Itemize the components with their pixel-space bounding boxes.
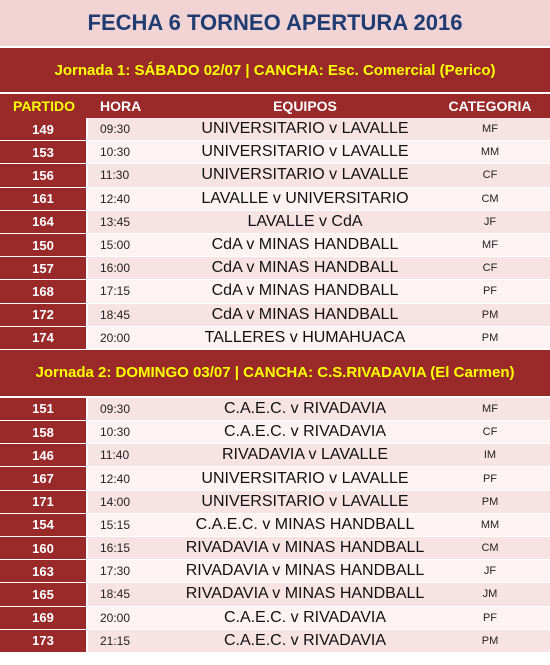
hora-cell: 16:00 <box>88 257 180 279</box>
hora-cell: 14:00 <box>88 491 180 513</box>
jornada-1-heading: Jornada 1: SÁBADO 02/07 | CANCHA: Esc. Comercial (Perico) <box>0 48 550 94</box>
partido-cell: 160 <box>0 537 88 559</box>
categoria-cell: MF <box>430 398 550 420</box>
table-row <box>0 257 550 280</box>
partido-cell: 164 <box>0 211 88 233</box>
hora-cell: 12:40 <box>88 467 180 489</box>
categoria-cell: CF <box>430 421 550 443</box>
col-partido: PARTIDO <box>13 98 75 114</box>
equipos-cell: LAVALLE v UNIVERSITARIO <box>180 188 430 210</box>
categoria-cell: PF <box>430 280 550 302</box>
partido-cell: 161 <box>0 188 88 210</box>
table-row <box>0 467 550 490</box>
hora-cell: 20:00 <box>88 607 180 629</box>
equipos-cell: TALLERES v HUMAHUACA <box>180 327 430 349</box>
table-row <box>0 560 550 583</box>
categoria-cell: JF <box>430 211 550 233</box>
column-headers <box>0 94 550 118</box>
categoria-cell: PF <box>430 467 550 489</box>
col-hora: HORA <box>100 98 142 114</box>
table-row <box>0 234 550 257</box>
equipos-cell: CdA v MINAS HANDBALL <box>180 257 430 279</box>
partido-cell: 154 <box>0 514 88 536</box>
categoria-cell: PM <box>430 304 550 326</box>
hora-cell: 18:45 <box>88 304 180 326</box>
partido-cell: 168 <box>0 280 88 302</box>
partido-cell: 156 <box>0 164 88 186</box>
partido-cell: 163 <box>0 560 88 582</box>
equipos-cell: C.A.E.C. v RIVADAVIA <box>180 630 430 652</box>
partido-cell: 167 <box>0 467 88 489</box>
categoria-cell: PM <box>430 327 550 349</box>
table-row <box>0 630 550 653</box>
partido-cell: 149 <box>0 118 88 140</box>
categoria-cell: MF <box>430 118 550 140</box>
equipos-cell: C.A.E.C. v RIVADAVIA <box>180 398 430 420</box>
partido-cell: 157 <box>0 257 88 279</box>
hora-cell: 10:30 <box>88 141 180 163</box>
categoria-cell: PF <box>430 607 550 629</box>
jornada-2-table <box>0 398 550 653</box>
equipos-cell: UNIVERSITARIO v LAVALLE <box>180 491 430 513</box>
categoria-cell: CM <box>430 188 550 210</box>
table-row <box>0 141 550 164</box>
hora-cell: 21:15 <box>88 630 180 652</box>
partido-cell: 171 <box>0 491 88 513</box>
equipos-cell: CdA v MINAS HANDBALL <box>180 304 430 326</box>
table-row <box>0 118 550 141</box>
table-row <box>0 188 550 211</box>
equipos-cell: CdA v MINAS HANDBALL <box>180 280 430 302</box>
categoria-cell: MF <box>430 234 550 256</box>
hora-cell: 17:30 <box>88 560 180 582</box>
partido-cell: 150 <box>0 234 88 256</box>
partido-cell: 172 <box>0 304 88 326</box>
table-row <box>0 164 550 187</box>
equipos-cell: RIVADAVIA v MINAS HANDBALL <box>180 583 430 605</box>
equipos-cell: RIVADAVIA v MINAS HANDBALL <box>180 560 430 582</box>
hora-cell: 15:00 <box>88 234 180 256</box>
hora-cell: 09:30 <box>88 398 180 420</box>
col-categoria: CATEGORIA <box>448 98 532 114</box>
hora-cell: 11:40 <box>88 444 180 466</box>
equipos-cell: RIVADAVIA v LAVALLE <box>180 444 430 466</box>
categoria-cell: CF <box>430 164 550 186</box>
equipos-cell: UNIVERSITARIO v LAVALLE <box>180 118 430 140</box>
col-equipos: EQUIPOS <box>273 98 337 114</box>
categoria-cell: CM <box>430 537 550 559</box>
partido-cell: 146 <box>0 444 88 466</box>
table-row <box>0 421 550 444</box>
equipos-cell: UNIVERSITARIO v LAVALLE <box>180 467 430 489</box>
table-row <box>0 607 550 630</box>
table-row <box>0 583 550 606</box>
equipos-cell: C.A.E.C. v RIVADAVIA <box>180 607 430 629</box>
table-row <box>0 514 550 537</box>
partido-cell: 151 <box>0 398 88 420</box>
equipos-cell: LAVALLE v CdA <box>180 211 430 233</box>
categoria-cell: JF <box>430 560 550 582</box>
hora-cell: 12:40 <box>88 188 180 210</box>
table-row <box>0 398 550 421</box>
hora-cell: 11:30 <box>88 164 180 186</box>
equipos-cell: C.A.E.C. v RIVADAVIA <box>180 421 430 443</box>
partido-cell: 165 <box>0 583 88 605</box>
categoria-cell: CF <box>430 257 550 279</box>
page-title: FECHA 6 TORNEO APERTURA 2016 <box>0 0 550 48</box>
table-row <box>0 304 550 327</box>
jornada-1-table <box>0 118 550 350</box>
hora-cell: 20:00 <box>88 327 180 349</box>
partido-cell: 158 <box>0 421 88 443</box>
hora-cell: 10:30 <box>88 421 180 443</box>
categoria-cell: MM <box>430 141 550 163</box>
partido-cell: 153 <box>0 141 88 163</box>
equipos-cell: UNIVERSITARIO v LAVALLE <box>180 164 430 186</box>
partido-cell: 173 <box>0 630 88 652</box>
partido-cell: 169 <box>0 607 88 629</box>
categoria-cell: PM <box>430 630 550 652</box>
hora-cell: 17:15 <box>88 280 180 302</box>
hora-cell: 13:45 <box>88 211 180 233</box>
table-row <box>0 491 550 514</box>
hora-cell: 18:45 <box>88 583 180 605</box>
table-row <box>0 537 550 560</box>
categoria-cell: MM <box>430 514 550 536</box>
jornada-2-heading: Jornada 2: DOMINGO 03/07 | CANCHA: C.S.RIVADAVIA (El Carmen) <box>0 350 550 398</box>
categoria-cell: IM <box>430 444 550 466</box>
table-row <box>0 327 550 350</box>
table-row <box>0 211 550 234</box>
table-row <box>0 280 550 303</box>
hora-cell: 15:15 <box>88 514 180 536</box>
partido-cell: 174 <box>0 327 88 349</box>
equipos-cell: UNIVERSITARIO v LAVALLE <box>180 141 430 163</box>
categoria-cell: PM <box>430 491 550 513</box>
equipos-cell: RIVADAVIA v MINAS HANDBALL <box>180 537 430 559</box>
table-row <box>0 444 550 467</box>
equipos-cell: C.A.E.C. v MINAS HANDBALL <box>180 514 430 536</box>
categoria-cell: JM <box>430 583 550 605</box>
hora-cell: 16:15 <box>88 537 180 559</box>
hora-cell: 09:30 <box>88 118 180 140</box>
equipos-cell: CdA v MINAS HANDBALL <box>180 234 430 256</box>
